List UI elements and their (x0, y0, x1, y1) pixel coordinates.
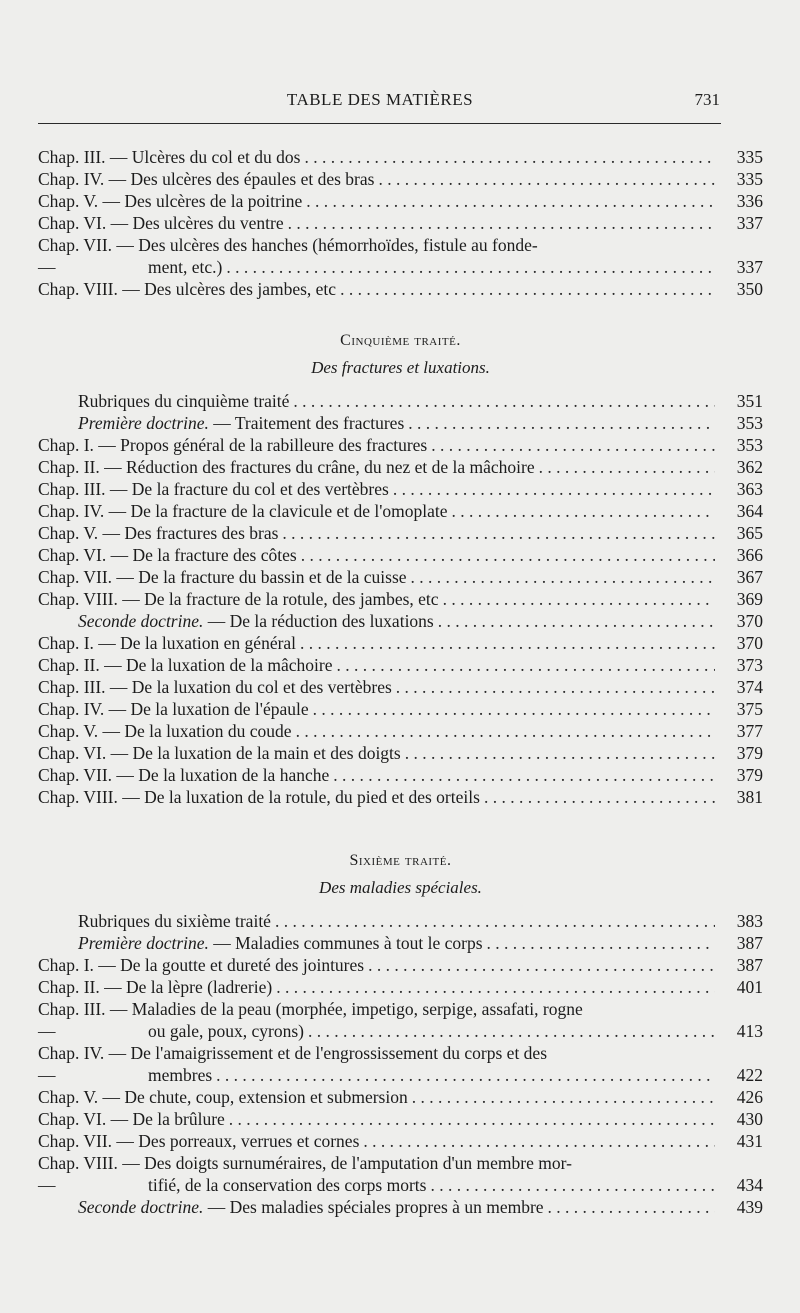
toc-entry: Chap. III. — Ulcères du col et du dos . . . 335 (38, 146, 763, 168)
toc-doctrine: Première doctrine. — Maladies communes à tout le corps . . . 387 (38, 932, 763, 954)
toc-entry: Chap. II. — De la luxation de la mâchoire . . . 373 (38, 654, 763, 676)
toc-entry: Chap. V. — De la luxation du coude . . . 377 (38, 720, 763, 742)
toc-doctrine: Seconde doctrine. — De la réduction des luxations . . . 370 (38, 610, 763, 632)
toc-entry: Rubriques du cinquième traité . . . 351 (38, 390, 763, 412)
toc-entry: Chap. IV. — Des ulcères des épaules et des bras . . . 335 (38, 168, 763, 190)
toc-entry-multiline: Chap. VIII. — Des doigts surnuméraires, de l'amputation d'un membre mor- — tifié, de la conservation des corps morts . . . 434 (38, 1152, 763, 1196)
toc-entry-multiline: Chap. III. — Maladies de la peau (morphée, impetigo, serpige, assafati, rogne — ou gale, poux, cyrons) . . . 413 (38, 998, 763, 1042)
section-heading: Cinquième traité. (340, 332, 461, 349)
toc-entry: Chap. II. — Réduction des fractures du crâne, du nez et de la mâchoire . . . 362 (38, 456, 763, 478)
toc-group-fractures (38, 390, 763, 632)
toc-entry: Chap. III. — De la fracture du col et des vertèbres . . . 363 (38, 478, 763, 500)
toc-entry: Chap. VI. — De la brûlure . . . 430 (38, 1108, 763, 1130)
toc-entry: Chap. VI. — De la fracture des côtes . . . 366 (38, 544, 763, 566)
toc-doctrine: Première doctrine. — Traitement des fractures . . . 353 (38, 412, 763, 434)
toc-entry: Chap. VII. — De la luxation de la hanche . . . 379 (38, 764, 763, 786)
toc-entry: Chap. V. — Des ulcères de la poitrine . . . 336 (38, 190, 763, 212)
toc-content (38, 146, 763, 1218)
running-title: TABLE DES MATIÈRES (286, 90, 474, 109)
toc-doctrine: Seconde doctrine. — Des maladies spéciales propres à un membre . . . 439 (38, 1196, 763, 1218)
toc-entry: Chap. II. — De la lèpre (ladrerie) . . . 401 (38, 976, 763, 998)
toc-entry-multiline: Chap. IV. — De l'amaigrissement et de l'engrossissement du corps et des — membres . . . 422 (38, 1042, 763, 1086)
toc-entry: Rubriques du sixième traité . . . 383 (38, 910, 763, 932)
toc-group-luxations (38, 632, 763, 808)
toc-entry: Chap. I. — De la goutte et dureté des jointures . . . 387 (38, 954, 763, 976)
toc-entry: Chap. VII. — Des porreaux, verrues et cornes . . . 431 (38, 1130, 763, 1152)
toc-entry: Chap. V. — Des fractures des bras . . . 365 (38, 522, 763, 544)
toc-entry: Chap. VI. — De la luxation de la main et des doigts . . . 379 (38, 742, 763, 764)
toc-entry: Chap. IV. — De la luxation de l'épaule . . . 375 (38, 698, 763, 720)
section-heading: Sixième traité. (349, 852, 452, 869)
toc-entry: Chap. VI. — Des ulcères du ventre . . . 337 (38, 212, 763, 234)
page-number: 731 (694, 90, 720, 109)
toc-group-ulcers (38, 146, 763, 300)
section-subtitle: Des fractures et luxations. (311, 358, 490, 377)
toc-entry: Chap. VII. — De la fracture du bassin et de la cuisse . . . 367 (38, 566, 763, 588)
toc-group-special-diseases (38, 910, 763, 1218)
toc-entry: Chap. I. — De la luxation en général . . . 370 (38, 632, 763, 654)
toc-entry: Chap. V. — De chute, coup, extension et submersion . . . 426 (38, 1086, 763, 1108)
toc-entry: Chap. VIII. — Des ulcères des jambes, etc . . . 350 (38, 278, 763, 300)
header-rule (38, 123, 721, 124)
toc-entry-multiline: Chap. VII. — Des ulcères des hanches (hémorrhoïdes, fistule au fonde- — ment, etc.) . . . 337 (38, 234, 763, 278)
toc-entry: Chap. IV. — De la fracture de la clavicule et de l'omoplate . . . 364 (38, 500, 763, 522)
toc-entry: Chap. III. — De la luxation du col et des vertèbres . . . 374 (38, 676, 763, 698)
toc-entry: Chap. VIII. — De la fracture de la rotule, des jambes, etc . . . 369 (38, 588, 763, 610)
toc-entry: Chap. VIII. — De la luxation de la rotule, du pied et des orteils . . . 381 (38, 786, 763, 808)
section-subtitle: Des maladies spéciales. (319, 878, 482, 897)
toc-entry: Chap. I. — Propos général de la rabilleure des fractures . . . 353 (38, 434, 763, 456)
page-header (40, 90, 720, 116)
